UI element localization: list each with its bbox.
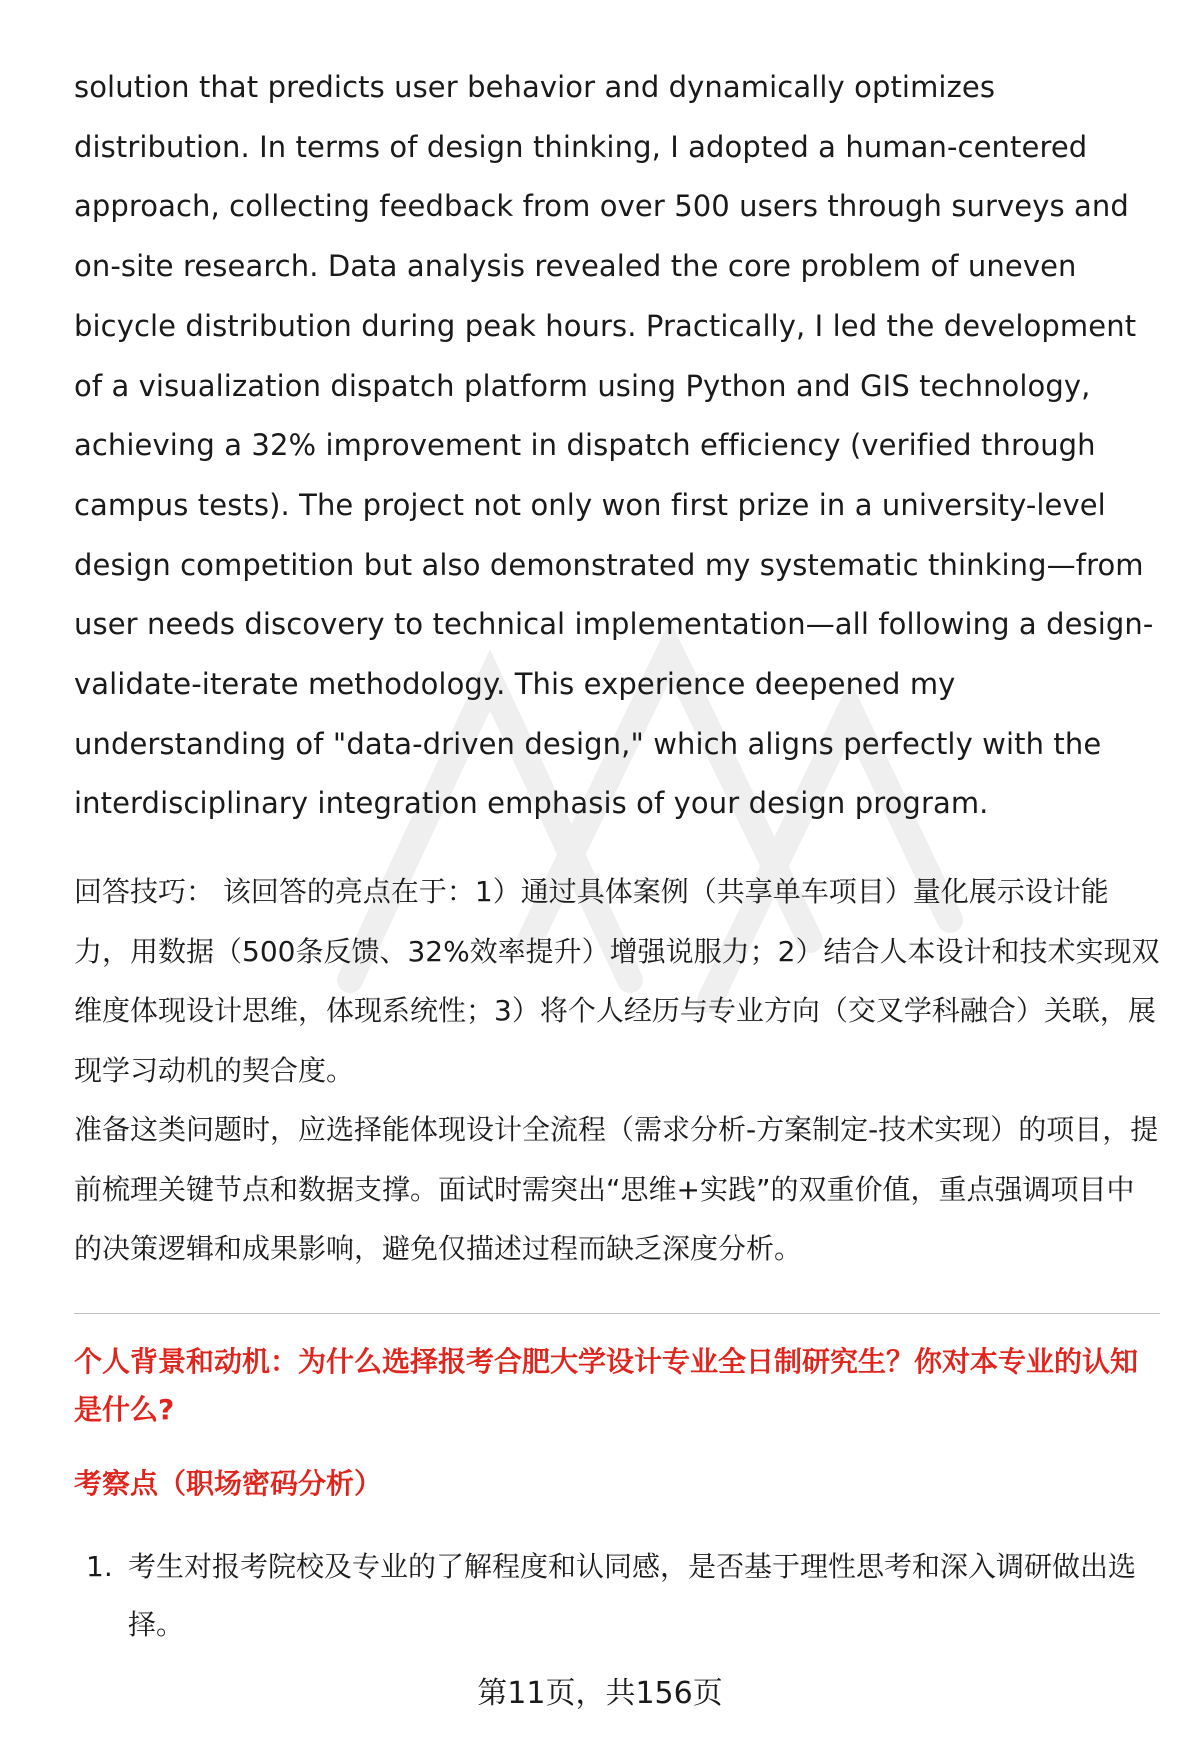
answer-paragraph: solution that predicts user behavior and dynamically optimizes distribution. In terms of design thinking, I adopted a human-centered approach, collecting feedback from over 500 users through surveys and on-site research. Data analysis revealed the core problem of uneven bicycle distribution during peak hours. Practically, I led the development of a visualization dispatch platform using Python and GIS technology, achieving a 32% improvement in dispatch efficiency (verified through campus tests). The project not only won first prize in a university-level design competition but also demonstrated my systematic thinking—from user needs discovery to technical implementation—all following a design-validate-iterate methodology. This experience deepened my understanding of "data-driven design," which aligns perfectly with the interdisciplinary integration emphasis of your design program. <box>74 70 1154 821</box>
section-divider <box>74 1313 1160 1314</box>
answer-tips <box>74 862 1160 1279</box>
tips-paragraph: 回答技巧： 该回答的亮点在于：1）通过具体案例（共享单车项目）量化展示设计能力，用数据（500条反馈、32%效率提升）增强说服力；2）结合人本设计和技术实现双维度体现设计思维，体现系统性；3）将个人经历与专业方向（交叉学科融合）关联，展现学习动机的契合度。 <box>74 875 1160 1087</box>
exam-points-list <box>74 1538 1160 1654</box>
document-page <box>74 58 1160 1654</box>
question-title: 个人背景和动机：为什么选择报考合肥大学设计专业全日制研究生？你对本专业的认知是什么? <box>74 1344 1139 1426</box>
exam-points-heading: 考察点（职场密码分析） <box>74 1466 383 1500</box>
list-item-number: 1. <box>86 1549 113 1583</box>
preparation-paragraph: 准备这类问题时，应选择能体现设计全流程（需求分析-方案制定-技术实现）的项目，提前梳理关键节点和数据支撑。面试时需突出“思维+实践”的双重价值，重点强调项目中的决策逻辑和成果影响，避免仅描述过程而缺乏深度分析。 <box>74 1113 1159 1266</box>
page-number: 第11页，共156页 <box>477 1676 723 1711</box>
list-item <box>74 1538 1160 1654</box>
list-item-text: 考生对报考院校及专业的了解程度和认同感，是否基于理性思考和深入调研做出选择。 <box>128 1549 1137 1641</box>
